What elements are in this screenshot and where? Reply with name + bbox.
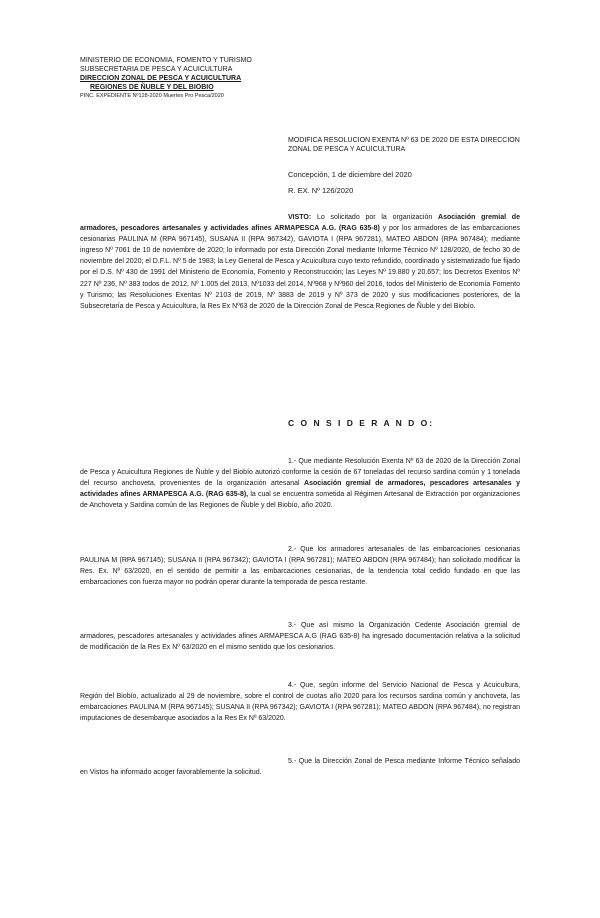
considerando-2 [80, 544, 520, 588]
considerando-1-text-b: la cual se encuentra sometida al Régimen Artesanal de Extracción por organizaciones de Anchoveta y Sardina común de las Regiones de Ñuble y del Biobío, año 2020. [80, 491, 520, 510]
resolution-number: R. EX. Nº 126/2020 [288, 186, 354, 195]
header-regiones: REGIONES DE ÑUBLE Y DEL BIOBIO [90, 84, 214, 91]
visto-label: VISTO: [288, 214, 312, 221]
considerando-4-text: Acuicultura, Región del Biobío, actualizado al 29 de noviembre, sobre el control de cuotas año 2020 para los recursos sardina común y anchoveta, las embarcaciones PAULINA M (RPA 967145); SUSANA II (RPA 967342); GAVIOTA I (RPA 967281); MATEO ABDON (RPA 967484), no registran imputaciones de desembarque asociados a la Res Ex Nº 63/2020. [80, 682, 521, 723]
visto-text-1: Lo solicitado por la organización [316, 214, 433, 221]
considerando-5-text: Técnico señalado en Vistos ha informado acoger favorablemente la solicitud. [80, 758, 520, 777]
considerando-1-intro: 1.- Que mediante Resolución Exenta Nº 63 de 2020 de [288, 458, 462, 465]
considerando-heading: C O N S I D E R A N D O: [288, 418, 435, 428]
visto-paragraph [80, 212, 520, 312]
ministry-header [80, 56, 320, 101]
visto-organization: Asociación gremial de armadores, pescadores artesanales y actividades afines ARMAPESCA A.G. (RAG 635-8) [80, 214, 520, 233]
considerando-1-text-a: la Dirección Zonal de Pesca y Acuicultura Regiones de Ñuble y del Biobío autorizó conforme la cesión de 67 toneladas del recurso sardina común y 1 tonelada del recurso anchoveta, provenientes de la organización artesanal [80, 458, 521, 488]
resolution-date: Concepción, 1 de diciembre del 2020 [288, 170, 412, 179]
resolution-title: MODIFICA RESOLUCION EXENTA Nº 63 DE 2020 DE ESTA DIRECCION ZONAL DE PESCA Y ACUICULTURA [288, 137, 520, 153]
considerando-1 [80, 456, 520, 511]
header-subsecretaria: SUBSECRETARIA DE PESCA Y ACUICULTURA [80, 66, 233, 73]
considerando-3-intro: 3.- Que así mismo la Organización Cedente Asociación [288, 622, 480, 629]
considerando-1-organization: Asociación gremial de armadores, pescadores artesanales y actividades afines ARMAPESCA A.G. (RAG 635-8), [80, 480, 521, 499]
header-direccion-zonal: DIRECCION ZONAL DE PESCA Y ACUICULTURA [80, 75, 242, 82]
header-expediente: PINC. EXPEDIENTE Nº128-2020 Muertes Pro Pesca/2020 [80, 93, 224, 99]
considerando-3 [80, 620, 520, 653]
considerando-3-text: gremial de armadores, pescadores artesanales y actividades afines ARMAPESCA A.G (RAG 635-8) ha ingresado documentación relativa a la solicitud de modificación de la Res Ex Nº 63/2020 en el mismo sentido que los cesionarios. [80, 622, 520, 652]
header-ministry: MINISTERIO DE ECONOMIA, FOMENTO Y TURISMO [80, 57, 252, 64]
considerando-5-intro: 5.- Que la Dirección Zonal de Pesca mediante Informe [288, 758, 462, 765]
considerando-4-intro: 4.- Que, según informe del Servicio Nacional de Pesca y [288, 682, 481, 689]
considerando-4 [80, 680, 520, 724]
visto-text-2: y por los armadores de las embarcaciones cesionarias PAULINA M (RPA 967145), SUSANA II (RPA 967342), GAVIOTA I (RPA 967281), MATEO ABDON (RPA 967484); mediante ingreso Nº 7061 de 10 de noviembre de 2020; lo informado por esta Dirección Zonal mediante Informe Técnico Nº 128/2020, de fecho 30 de noviembre del 2020; el D.F.L. Nº 5 de 1983; la Ley General de Pesca y Acuicultura cuyo texto refundido, coordinado y sistematizado fue fijado por el D.S. Nº 430 de 1991 del Ministerio de Economía, Fomento y Reconstrucción; las Leyes Nº 19.880 y 20.657; los Decretos Exentos Nº 227 Nº 236, Nº 383 todos de 2012, Nº 1.005 del 2013, Nº1033 del 2014, Nº968 y Nº960 del 2016, todos del Ministerio de Economía Fomento y Turismo; las Resoluciones Exentas Nº 2103 de 2019, Nº 3883 de 2019 y Nº 373 de 2020 y sus modificaciones posteriores, de la Subsecretaría de Pesca y Acuicultura, la Res Ex Nº63 de 2020 de la Dirección Zonal de Pesca Regiones de Ñuble y del Biobío. [80, 225, 520, 310]
considerando-2-text: embarcaciones cesionarias PAULINA M (RPA 967145); SUSANA II (RPA 967342); GAVIOTA I (RPA 967281); MATEO ABDON (RPA 967484); han solicitado modificar la Res. Ex. Nº 63/2020, en el sentido de permitir a las embarcaciones cesionarias, de la tendencia total cedido fundado en que las embarcaciones con fuerza mayor no podrán operar durante la temporada de pesca restante. [80, 546, 520, 587]
considerando-5 [80, 756, 520, 778]
considerando-2-intro: 2.- Que los armadores artesanales de las [288, 546, 430, 553]
